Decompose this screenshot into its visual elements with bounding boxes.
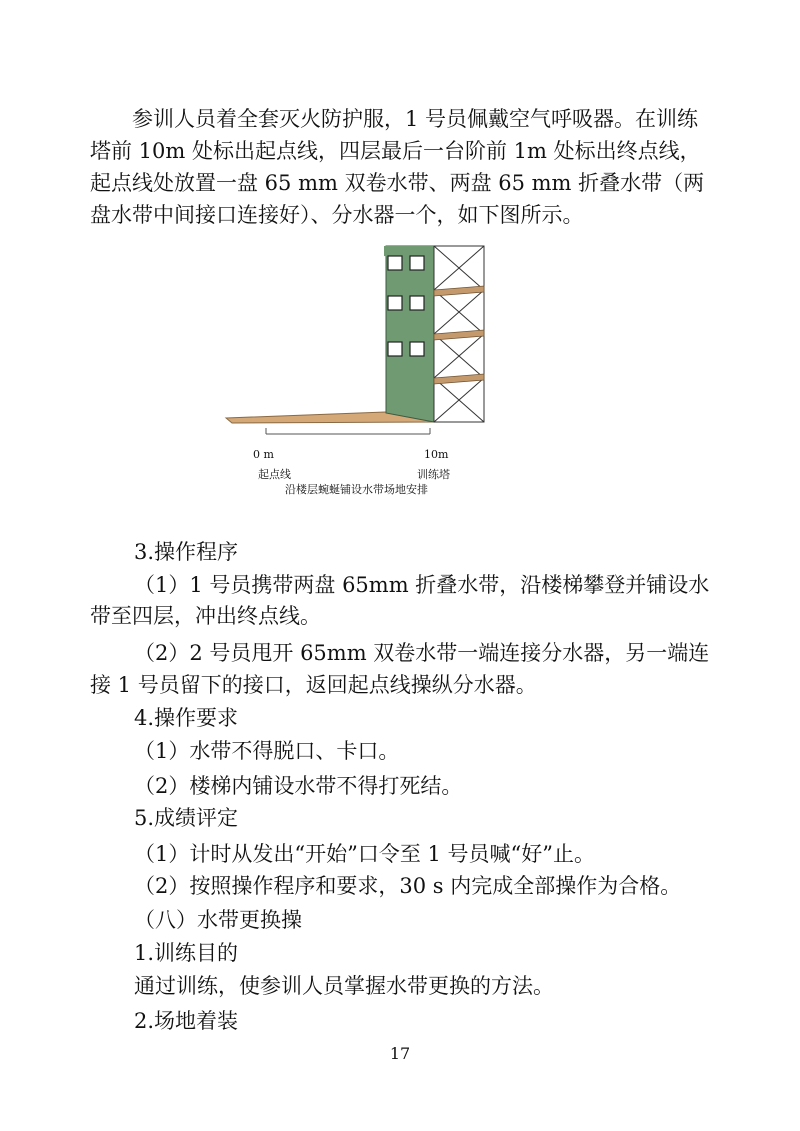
section8-sub2-title: 2.场地着装 — [134, 1009, 239, 1033]
window — [388, 256, 402, 270]
section4-item1: （1）水带不得脱口、卡口。 — [134, 739, 400, 763]
window — [410, 296, 424, 310]
label-tower: 训练塔 — [417, 468, 450, 481]
section4-title: 4.操作要求 — [134, 706, 239, 730]
section3-item2-line1: （2）2 号员甩开 65mm 双卷水带一端连接分水器，另一端连 — [134, 641, 710, 665]
figure-caption: 沿楼层蜿蜒铺设水带场地安排 — [285, 483, 428, 496]
section8-title: （八）水带更换操 — [134, 908, 302, 932]
window — [410, 342, 424, 356]
tower-site-figure — [0, 0, 800, 520]
section3-item1-line2: 带至四层，冲出终点线。 — [90, 604, 321, 628]
label-start-line: 起点线 — [258, 468, 291, 481]
intro-paragraph: 参训人员着全套灭火防护服，1 号员佩戴空气呼吸器。在训练塔前 10m 处标出起点线，四层最后一台阶前 1m 处标出终点线，起点线处放置一盘 65 mm 双卷水带、两盘 65 mm 折叠水带（两盘水带中间接口连接好）、分水器一个，如下图所示。 — [90, 107, 705, 227]
window — [388, 296, 402, 310]
section8-sub1-title: 1.训练目的 — [134, 941, 239, 965]
section3-item2-line2: 接 1 号员留下的接口，返回起点线操纵分水器。 — [90, 673, 537, 697]
section4-item2: （2）楼梯内铺设水带不得打死结。 — [134, 774, 463, 798]
window — [410, 256, 424, 270]
label-start-distance: 0 m — [253, 448, 274, 461]
section3-item1-line1: （1）1 号员携带两盘 65mm 折叠水带，沿楼梯攀登并铺设水 — [134, 573, 710, 597]
distance-bracket — [266, 428, 430, 434]
section8-sub1-text: 通过训练，使参训人员掌握水带更换的方法。 — [134, 974, 554, 998]
section3-title: 3.操作程序 — [134, 540, 239, 564]
section5-title: 5.成绩评定 — [134, 806, 239, 830]
tower-wall-side — [386, 246, 434, 422]
window — [388, 342, 402, 356]
label-end-distance: 10m — [424, 448, 449, 461]
section5-item2: （2）按照操作程序和要求，30 s 内完成全部操作为合格。 — [134, 874, 682, 898]
section5-item1: （1）计时从发出“开始”口令至 1 号员喊“好”止。 — [134, 842, 596, 866]
stair-slabs — [434, 286, 484, 384]
page-number: 17 — [389, 1044, 411, 1063]
